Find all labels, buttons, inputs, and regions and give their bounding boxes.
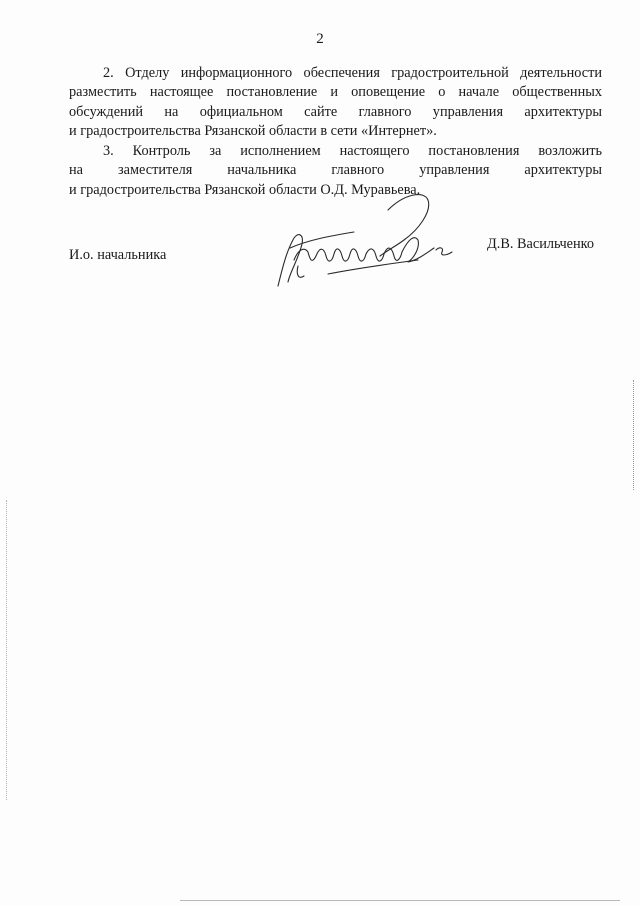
scan-edge-mark: [180, 900, 620, 902]
scan-edge-mark: [6, 500, 8, 800]
paragraph-2-line-1: 2. Отделу информационного обеспечения градостроительной деятельности: [103, 65, 602, 81]
signatory-name: Д.В. Васильченко: [487, 236, 595, 252]
paragraph-2-line-3: обсуждений на официальном сайте главного управления архитектуры: [69, 103, 602, 120]
paragraph-2-line-4: и градостроительства Рязанской области в сети «Интернет».: [69, 122, 437, 139]
page-number: 2: [316, 31, 324, 47]
signatory-title: И.о. начальника: [69, 247, 167, 263]
handwritten-signature: [268, 190, 468, 292]
paragraph-2-line-2: разместить настоящее постановление и оповещение о начале общественных: [69, 84, 602, 101]
paragraph-2: [69, 64, 602, 141]
paragraph-3-line-2: на заместителя начальника главного управления архитектуры: [69, 162, 602, 179]
paragraph-3-line-3: и градостроительства Рязанской области О.Д. Муравьева.: [69, 181, 421, 198]
paragraph-3-line-1: 3. Контроль за исполнением настоящего постановления возложить: [103, 143, 602, 159]
scan-edge-mark: [633, 380, 635, 490]
